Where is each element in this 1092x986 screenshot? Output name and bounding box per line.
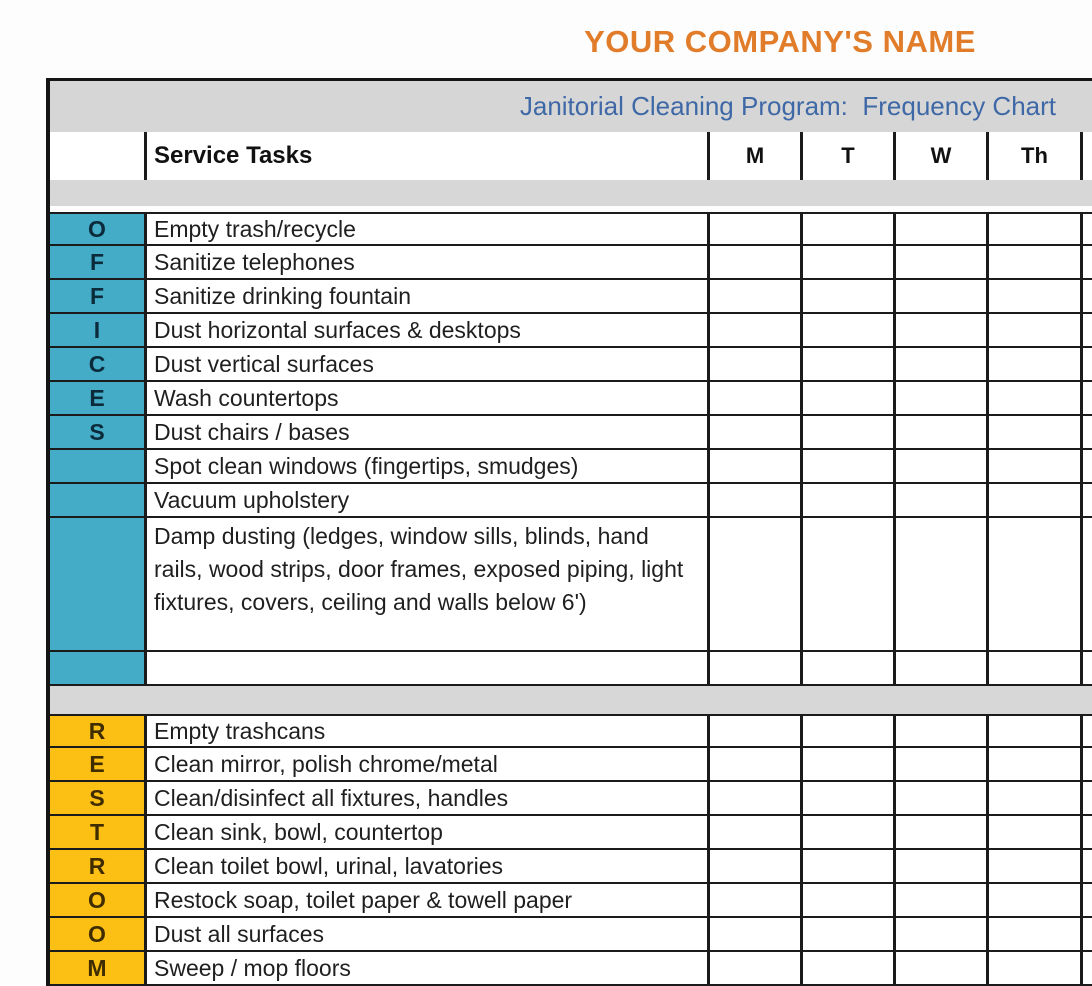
frequency-cell-m[interactable]	[707, 382, 800, 414]
table-row	[50, 416, 1092, 450]
section-letter-cell: R	[50, 716, 144, 746]
table-header-row	[50, 132, 1092, 180]
task-cell: Dust all surfaces	[144, 918, 707, 950]
frequency-cell-w[interactable]	[893, 716, 986, 746]
frequency-cell-th[interactable]	[986, 416, 1080, 448]
frequency-cell-m[interactable]	[707, 652, 800, 684]
section-letter-cell: F	[50, 246, 144, 278]
frequency-cell-w[interactable]	[893, 652, 986, 684]
frequency-cell-w[interactable]	[893, 518, 986, 650]
frequency-cell-th[interactable]	[986, 850, 1080, 882]
section-letter-cell: S	[50, 416, 144, 448]
table-row	[50, 280, 1092, 314]
frequency-cell-t[interactable]	[800, 652, 893, 684]
day-header-m: M	[707, 132, 800, 180]
table-row	[50, 714, 1092, 748]
frequency-cell-w[interactable]	[893, 280, 986, 312]
task-cell: Spot clean windows (fingertips, smudges)	[144, 450, 707, 482]
section-letter-cell: F	[50, 280, 144, 312]
frequency-cell-th[interactable]	[986, 214, 1080, 244]
table-row	[50, 952, 1092, 986]
frequency-cell-t[interactable]	[800, 816, 893, 848]
frequency-cell-w[interactable]	[893, 918, 986, 950]
task-cell: Dust vertical surfaces	[144, 348, 707, 380]
frequency-cell-clipped	[1080, 850, 1092, 882]
frequency-cell-m[interactable]	[707, 952, 800, 984]
section-letter-cell: E	[50, 748, 144, 780]
frequency-cell-w[interactable]	[893, 884, 986, 916]
day-header-w: W	[893, 132, 986, 180]
table-row	[50, 450, 1092, 484]
frequency-cell-clipped	[1080, 518, 1092, 650]
table-row	[50, 314, 1092, 348]
frequency-cell-clipped	[1080, 952, 1092, 984]
task-cell: Vacuum upholstery	[144, 484, 707, 516]
frequency-cell-m[interactable]	[707, 450, 800, 482]
frequency-cell-m[interactable]	[707, 850, 800, 882]
frequency-cell-clipped	[1080, 918, 1092, 950]
frequency-cell-m[interactable]	[707, 416, 800, 448]
section-letter-cell: E	[50, 382, 144, 414]
frequency-cell-w[interactable]	[893, 416, 986, 448]
day-header-clipped	[1080, 132, 1092, 180]
frequency-cell-w[interactable]	[893, 484, 986, 516]
section-letter-cell	[50, 652, 144, 684]
section-letter-cell: M	[50, 952, 144, 984]
frequency-cell-clipped	[1080, 884, 1092, 916]
task-cell: Clean sink, bowl, countertop	[144, 816, 707, 848]
frequency-cell-w[interactable]	[893, 850, 986, 882]
frequency-cell-t[interactable]	[800, 850, 893, 882]
frequency-cell-m[interactable]	[707, 782, 800, 814]
frequency-cell-t[interactable]	[800, 450, 893, 482]
frequency-cell-t[interactable]	[800, 748, 893, 780]
frequency-cell-m[interactable]	[707, 918, 800, 950]
table-row	[50, 748, 1092, 782]
section-letter-cell: I	[50, 314, 144, 346]
frequency-cell-w[interactable]	[893, 314, 986, 346]
section-letter-cell: R	[50, 850, 144, 882]
frequency-cell-m[interactable]	[707, 214, 800, 244]
frequency-cell-clipped	[1080, 416, 1092, 448]
table-row	[50, 884, 1092, 918]
frequency-cell-th[interactable]	[986, 884, 1080, 916]
task-cell: Dust chairs / bases	[144, 416, 707, 448]
task-cell: Damp dusting (ledges, window sills, blinds, hand rails, wood strips, door frames, exposed piping, light fixtures, covers, ceiling and walls below 6')	[144, 518, 707, 650]
frequency-cell-th[interactable]	[986, 918, 1080, 950]
frequency-cell-clipped	[1080, 716, 1092, 746]
frequency-cell-th[interactable]	[986, 348, 1080, 380]
frequency-cell-th[interactable]	[986, 484, 1080, 516]
chart-title: Janitorial Cleaning Program: Frequency Chart	[519, 91, 1056, 121]
day-header-t: T	[800, 132, 893, 180]
frequency-cell-th[interactable]	[986, 450, 1080, 482]
frequency-cell-th[interactable]	[986, 716, 1080, 746]
frequency-cell-clipped	[1080, 748, 1092, 780]
frequency-cell-t[interactable]	[800, 918, 893, 950]
task-cell: Sweep / mop floors	[144, 952, 707, 984]
task-cell: Clean mirror, polish chrome/metal	[144, 748, 707, 780]
frequency-cell-clipped	[1080, 782, 1092, 814]
frequency-cell-th[interactable]	[986, 748, 1080, 780]
frequency-cell-th[interactable]	[986, 652, 1080, 684]
table-row	[50, 816, 1092, 850]
frequency-cell-w[interactable]	[893, 782, 986, 814]
section-letter-cell: S	[50, 782, 144, 814]
letter-column-header	[50, 132, 144, 180]
section-letter-cell	[50, 484, 144, 516]
task-cell: Sanitize telephones	[144, 246, 707, 278]
frequency-cell-th[interactable]	[986, 952, 1080, 984]
frequency-cell-w[interactable]	[893, 214, 986, 244]
frequency-cell-t[interactable]	[800, 280, 893, 312]
chart-title-bar	[50, 78, 1092, 132]
frequency-cell-t[interactable]	[800, 416, 893, 448]
frequency-cell-th[interactable]	[986, 816, 1080, 848]
task-cell: Sanitize drinking fountain	[144, 280, 707, 312]
section-letter-cell: O	[50, 884, 144, 916]
frequency-cell-m[interactable]	[707, 884, 800, 916]
frequency-cell-t[interactable]	[800, 518, 893, 650]
task-cell: Clean toilet bowl, urinal, lavatories	[144, 850, 707, 882]
task-cell: Empty trashcans	[144, 716, 707, 746]
section-letter-cell: O	[50, 214, 144, 244]
frequency-cell-th[interactable]	[986, 782, 1080, 814]
section-letter-cell: C	[50, 348, 144, 380]
frequency-cell-w[interactable]	[893, 816, 986, 848]
frequency-cell-th[interactable]	[986, 246, 1080, 278]
frequency-cell-clipped	[1080, 214, 1092, 244]
frequency-cell-clipped	[1080, 652, 1092, 684]
frequency-cell-th[interactable]	[986, 314, 1080, 346]
task-cell	[144, 652, 707, 684]
frequency-cell-m[interactable]	[707, 716, 800, 746]
frequency-cell-t[interactable]	[800, 884, 893, 916]
frequency-cell-w[interactable]	[893, 748, 986, 780]
task-cell: Empty trash/recycle	[144, 214, 707, 244]
frequency-cell-clipped	[1080, 280, 1092, 312]
frequency-chart-table	[46, 78, 1092, 986]
frequency-cell-clipped	[1080, 314, 1092, 346]
company-name: YOUR COMPANY'S NAME	[584, 24, 976, 59]
table-row	[50, 484, 1092, 518]
frequency-cell-t[interactable]	[800, 952, 893, 984]
frequency-cell-clipped	[1080, 348, 1092, 380]
task-cell: Clean/disinfect all fixtures, handles	[144, 782, 707, 814]
table-row	[50, 918, 1092, 952]
frequency-cell-th[interactable]	[986, 518, 1080, 650]
section-letter-cell	[50, 450, 144, 482]
frequency-cell-clipped	[1080, 816, 1092, 848]
table-row	[50, 348, 1092, 382]
table-row	[50, 246, 1092, 280]
frequency-cell-w[interactable]	[893, 246, 986, 278]
table-row	[50, 850, 1092, 884]
frequency-cell-w[interactable]	[893, 348, 986, 380]
frequency-cell-m[interactable]	[707, 816, 800, 848]
table-row	[50, 782, 1092, 816]
frequency-cell-clipped	[1080, 450, 1092, 482]
day-header-th: Th	[986, 132, 1080, 180]
frequency-cell-m[interactable]	[707, 246, 800, 278]
frequency-cell-m[interactable]	[707, 280, 800, 312]
frequency-cell-m[interactable]	[707, 348, 800, 380]
frequency-cell-w[interactable]	[893, 450, 986, 482]
frequency-cell-m[interactable]	[707, 748, 800, 780]
frequency-cell-t[interactable]	[800, 214, 893, 244]
frequency-cell-m[interactable]	[707, 518, 800, 650]
frequency-cell-t[interactable]	[800, 246, 893, 278]
frequency-cell-th[interactable]	[986, 280, 1080, 312]
section-letter-cell: O	[50, 918, 144, 950]
frequency-cell-t[interactable]	[800, 314, 893, 346]
separator-band-top	[50, 180, 1092, 206]
frequency-cell-w[interactable]	[893, 382, 986, 414]
frequency-cell-clipped	[1080, 246, 1092, 278]
frequency-cell-t[interactable]	[800, 716, 893, 746]
frequency-cell-t[interactable]	[800, 382, 893, 414]
table-row	[50, 382, 1092, 416]
frequency-cell-clipped	[1080, 382, 1092, 414]
task-cell: Dust horizontal surfaces & desktops	[144, 314, 707, 346]
frequency-cell-w[interactable]	[893, 952, 986, 984]
table-row	[50, 652, 1092, 686]
section-letter-cell: T	[50, 816, 144, 848]
table-row	[50, 212, 1092, 246]
table-row	[50, 518, 1092, 652]
frequency-cell-clipped	[1080, 484, 1092, 516]
task-cell: Restock soap, toilet paper & towell paper	[144, 884, 707, 916]
frequency-cell-m[interactable]	[707, 314, 800, 346]
task-cell: Wash countertops	[144, 382, 707, 414]
frequency-cell-t[interactable]	[800, 782, 893, 814]
frequency-cell-m[interactable]	[707, 484, 800, 516]
section-letter-cell	[50, 518, 144, 650]
frequency-cell-th[interactable]	[986, 382, 1080, 414]
separator-band-middle	[50, 686, 1092, 714]
frequency-cell-t[interactable]	[800, 348, 893, 380]
frequency-cell-t[interactable]	[800, 484, 893, 516]
service-tasks-header: Service Tasks	[144, 132, 707, 180]
